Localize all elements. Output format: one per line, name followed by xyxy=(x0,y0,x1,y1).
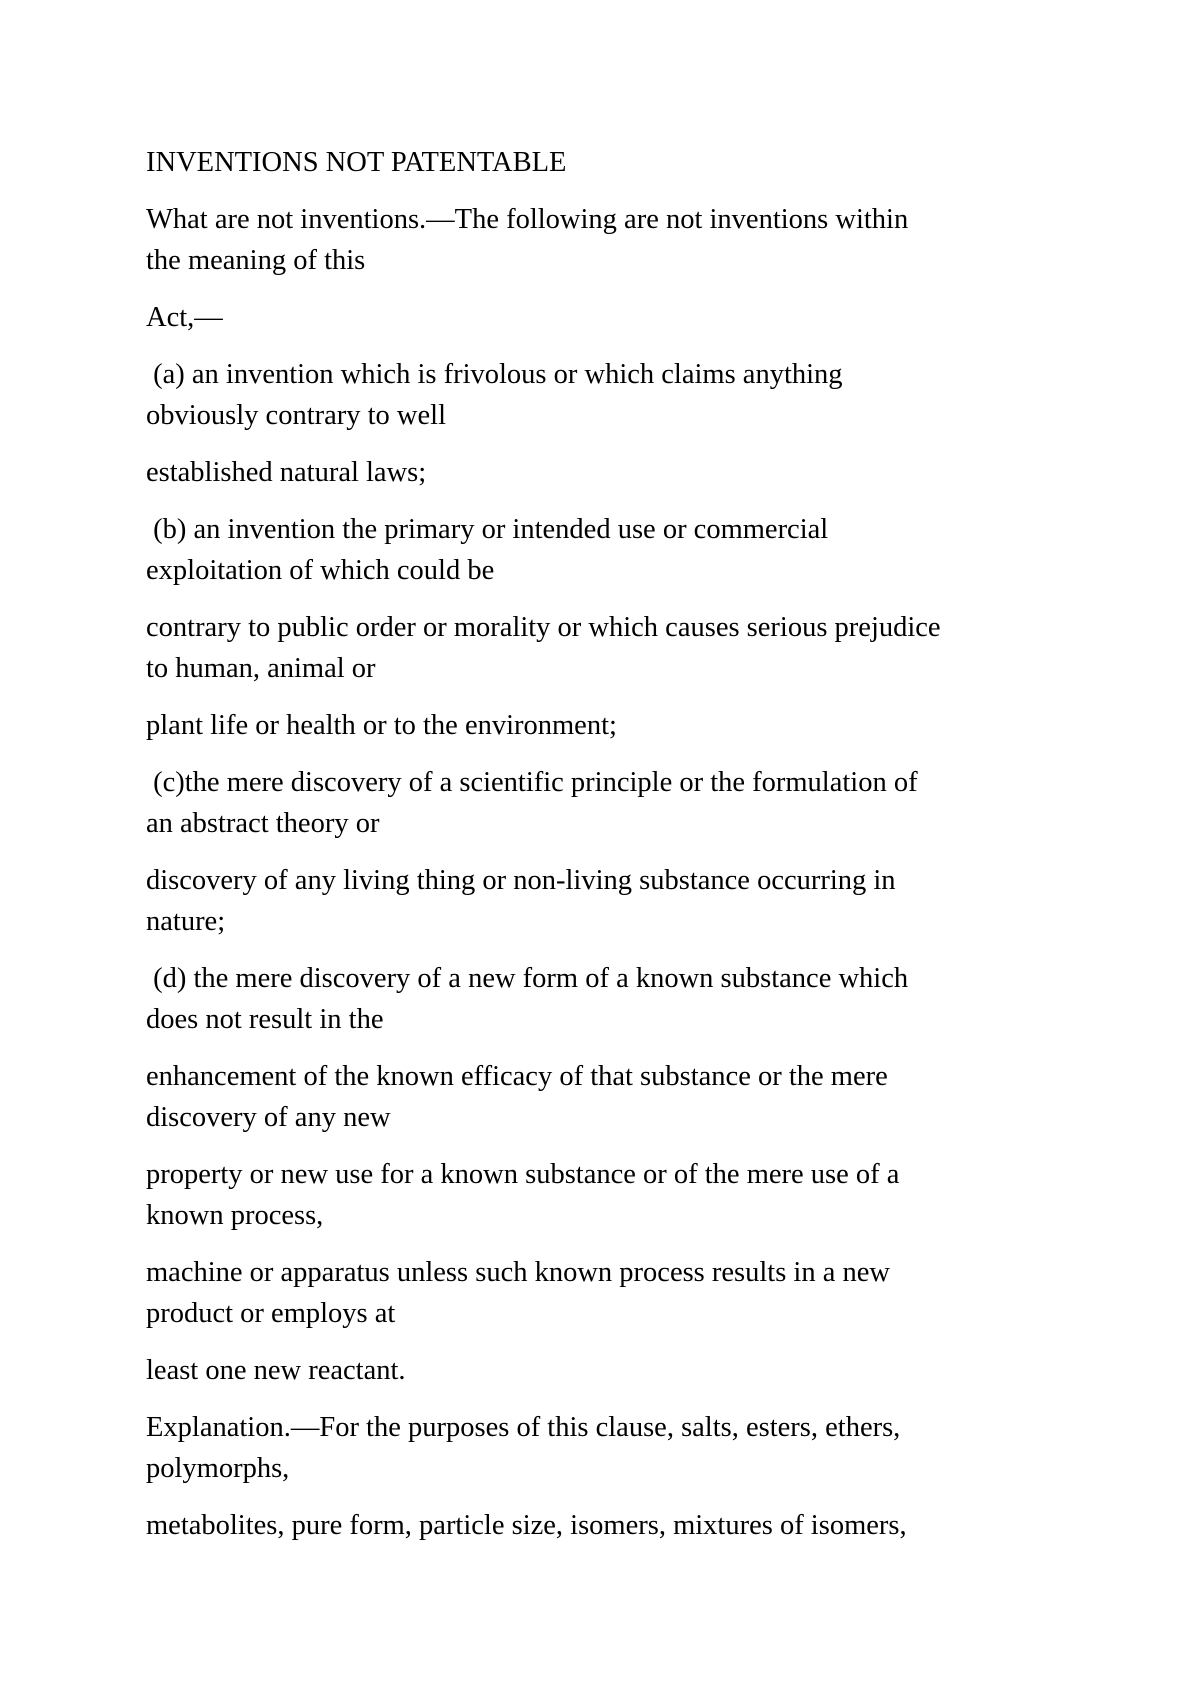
paragraph: enhancement of the known efficacy of that substance or the mere discovery of any new xyxy=(146,1061,888,1133)
paragraph: contrary to public order or morality or which causes serious prejudice to human, animal or xyxy=(146,612,941,684)
paragraph: least one new reactant. xyxy=(146,1355,406,1386)
paragraph: (a) an invention which is frivolous or which claims anything obviously contrary to well xyxy=(146,359,843,431)
paragraph: plant life or health or to the environment; xyxy=(146,710,617,741)
document-body xyxy=(146,142,1066,1562)
paragraph: property or new use for a known substance or of the mere use of a known process, xyxy=(146,1159,900,1231)
paragraph: (b) an invention the primary or intended use or commercial exploitation of which could be xyxy=(146,514,829,586)
document-title: INVENTIONS NOT PATENTABLE xyxy=(146,147,567,178)
paragraph: metabolites, pure form, particle size, isomers, mixtures of isomers, xyxy=(146,1510,907,1541)
paragraph: (c)the mere discovery of a scientific principle or the formulation of an abstract theory or xyxy=(146,767,918,839)
paragraph: (d) the mere discovery of a new form of a known substance which does not result in the xyxy=(146,963,909,1035)
paragraph: discovery of any living thing or non-living substance occurring in nature; xyxy=(146,865,896,937)
paragraph: Explanation.—For the purposes of this clause, salts, esters, ethers, polymorphs, xyxy=(146,1412,901,1484)
paragraph: machine or apparatus unless such known process results in a new product or employs at xyxy=(146,1257,890,1329)
paragraph: Act,— xyxy=(146,302,223,333)
paragraph: What are not inventions.—The following are not inventions within the meaning of this xyxy=(146,204,909,276)
paragraph: established natural laws; xyxy=(146,457,427,488)
